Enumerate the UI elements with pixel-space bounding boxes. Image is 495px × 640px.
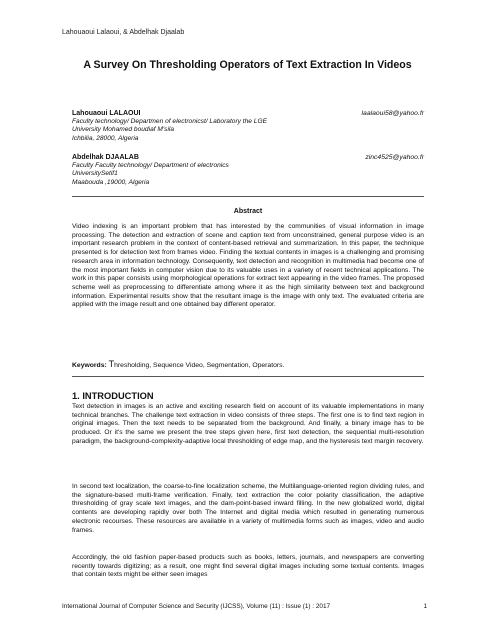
intro-paragraph-3: Accordingly, the old fashion paper-based products such as books, letters, journals, and newspapers are converting recently towards digitizing; as a result, one might find several digital images including some textual contents. Images that contain texts might be either seen images — [72, 554, 424, 579]
author-affiliation: Maabouda ,19000, Algeria — [72, 178, 150, 186]
keywords-line — [72, 359, 424, 369]
running-head: Lahouaoui Lalaoui, & Abdelhak Djaalab — [62, 29, 185, 36]
page-number: 1 — [423, 603, 427, 610]
footer-journal: International Journal of Computer Science and Security (IJCSS), Volume (11) : Issue (1) : 2017 — [62, 603, 331, 610]
author-block-2 — [72, 154, 424, 187]
author-name: Abdelhak DJAALAB — [72, 154, 139, 161]
author-affiliation: Faculty technology/ Departmen of electronicst/ Laboratory the LGE — [72, 118, 267, 126]
author-affiliation: University Mohamed boudiaf M'sila — [72, 126, 175, 134]
intro-paragraph-1: Text detection in images is an active and exciting research field on account of its valuable implementations in many technical branches. The challenge text extraction in video consists of three steps. The first one is to find text region in original images. Then the text needs to be separated from the background. And finally, a binary image has to be produced. Or it's the same we present the tree steps given here, first text detection, the sequential multi-resolution paradigm, the background-complexity-adaptive local thresholding of edge map, and the hysteresis text margin recovery. — [72, 403, 424, 445]
section-heading-introduction: 1. INTRODUCTION — [72, 391, 154, 401]
author-affiliation: Faculty Faculty technology/ Department of electronics — [72, 162, 229, 170]
keywords-list: hresholding, Sequence Video, Segmentation, Operators. — [114, 362, 285, 369]
keywords-first-letter: T — [108, 359, 115, 369]
author-block-1 — [72, 110, 424, 143]
paper-title: A Survey On Thresholding Operators of Text Extraction In Videos — [83, 59, 412, 71]
author-name: Lahouaoui LALAOUI — [72, 110, 141, 117]
abstract-heading: Abstract — [233, 208, 263, 215]
abstract-text: Video indexing is an important problem that has interested by the communities of visual information in image processing. The detection and extraction of scene and caption text from unconstrained, general purpose video is an important research problem in the context of content-based retrieval and summarization. In this paper, the technique presented is for detection text from frames video. Finding the textual contents in images is a challenging and promising research area in information technology. Consequently, text detection and recognition in multimedia had become one of the most important fields in computer vision due to its valuable uses in a variety of recent technical applications. The work in this paper consists using morphological operations for extract text appearing in the video frames. The proposed scheme well as preprocessing to differentiate among where it as the high similarity between text and background information. Experimental results show that the resultant image is the image with only text. The evaluated criteria are applied with the image result and one obtained bay different operator. — [72, 223, 424, 309]
author-affiliation: UniversitySetif1 — [72, 170, 118, 178]
divider-rule — [72, 196, 424, 197]
intro-paragraph-2: In second text localization, the coarse-to-fine localization scheme, the Multilanguage-oriented region dividing rules, and the signature-based multi-frame verification. Finally, text extraction the color polarity classification, the adaptive thresholding of gray scale text images, and the dam-point-based inward filling. In the new globalized world, digital contents are developing rapidly over both The Internet and digital media which resulted in generating numerous electronic recourses. These resources are available in a variety of multimedia forms such as images, video and audio frames. — [72, 483, 424, 534]
author-email[interactable]: zinc4525@yahoo.fr — [365, 154, 424, 161]
author-email[interactable]: laalaoui58@yahoo.fr — [361, 110, 424, 117]
divider-rule — [72, 376, 424, 377]
keywords-label: Keywords: — [72, 362, 107, 369]
author-affiliation: Ichbilia, 28000, Algeria — [72, 134, 139, 142]
page-footer — [62, 603, 427, 610]
